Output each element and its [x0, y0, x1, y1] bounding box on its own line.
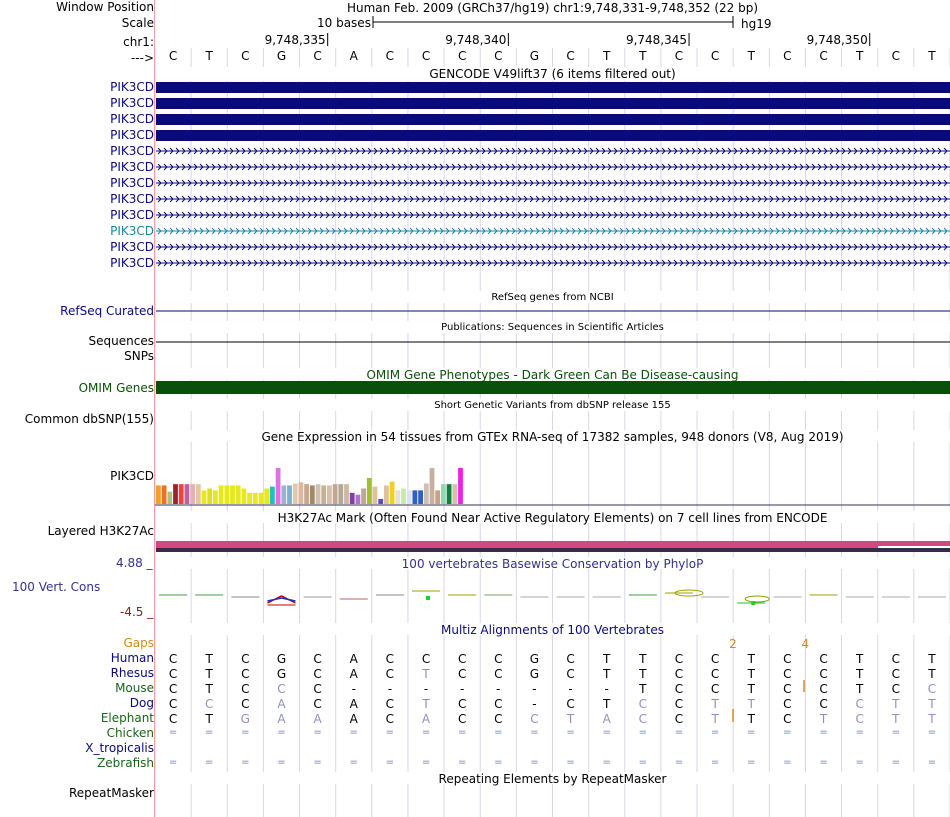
snps-label[interactable]: SNPs [124, 349, 154, 363]
gencode-item-label[interactable]: PIK3CD [110, 144, 154, 158]
species-base: T [928, 712, 936, 726]
publications-title[interactable]: Publications: Sequences in Scientific Articles [441, 322, 664, 333]
gtex-bar [264, 489, 269, 505]
species-base: C [891, 667, 900, 681]
species-base: = [891, 757, 900, 768]
species-base: T [205, 652, 213, 666]
species-base: G [529, 667, 540, 681]
species-base: - [496, 682, 501, 696]
species-base: G [240, 712, 250, 726]
gtex-bar [452, 484, 457, 504]
h3k27ac-label[interactable]: Layered H3K27Ac [47, 524, 154, 538]
base-letter: C [241, 49, 250, 63]
phylop-score-mark [745, 596, 769, 602]
h3k27ac-gap [878, 546, 950, 548]
dbsnp-label[interactable]: Common dbSNP(155) [24, 412, 154, 426]
gene-exon-block [156, 130, 950, 141]
species-base: C [168, 697, 178, 711]
species-base: C [168, 667, 178, 681]
gtex-bar [162, 485, 167, 504]
base-letter: T [928, 49, 936, 63]
gtex-bar [373, 487, 378, 504]
species-base: G [276, 667, 287, 681]
species-base: T [892, 697, 900, 711]
species-base: T [747, 667, 755, 681]
position-tick-label: 9,748,340 [445, 33, 507, 47]
gtex-bar [350, 493, 355, 504]
base-letter: T [639, 49, 647, 63]
species-base: C [241, 682, 250, 696]
species-base: = [855, 727, 864, 738]
species-label[interactable]: Elephant [100, 711, 154, 725]
gtex-bar [435, 490, 440, 504]
species-base: T [639, 667, 647, 681]
strand-label: ---> [130, 51, 154, 65]
gtex-bar [230, 485, 235, 504]
species-label[interactable]: Rhesus [110, 666, 154, 680]
species-base: C [783, 667, 792, 681]
species-base: C [457, 712, 467, 726]
species-base: - [423, 682, 429, 696]
scale-label: Scale [121, 16, 154, 30]
gencode-item-label[interactable]: PIK3CD [110, 112, 154, 126]
gtex-bar [236, 485, 241, 504]
base-letter: T [855, 49, 864, 63]
phylop-ymin: -4.5 _ [120, 605, 154, 619]
species-base: A [349, 667, 358, 681]
species-base: C [457, 697, 467, 711]
base-letter: T [205, 49, 213, 63]
species-base: T [639, 682, 647, 696]
species-base: A [602, 712, 611, 726]
gtex-bar [401, 489, 406, 505]
species-base: C [855, 697, 864, 711]
gtex-bar [156, 485, 161, 504]
gtex-bar [299, 482, 304, 504]
species-base: = [819, 727, 828, 738]
species-base: - [532, 682, 537, 696]
gene-exon-block [156, 114, 950, 125]
species-base: = [530, 727, 539, 738]
gtex-bar [413, 490, 418, 504]
gtex-bar [207, 489, 212, 505]
gtex-bar [247, 493, 252, 504]
base-letter: T [747, 49, 755, 63]
base-letter: C [385, 49, 395, 63]
phylop-ymax: 4.88 _ [116, 556, 153, 570]
gtex-bar [310, 485, 315, 504]
species-base: C [710, 667, 720, 681]
species-base: C [457, 667, 467, 681]
species-base: = [349, 757, 358, 768]
gtex-bar [293, 484, 298, 504]
species-base: T [639, 652, 647, 666]
species-base: C [494, 697, 503, 711]
species-base: = [891, 727, 900, 738]
species-base: = [747, 757, 756, 768]
window-position-label: Window Position [56, 0, 154, 14]
species-base: C [494, 712, 503, 726]
species-base: C [530, 712, 539, 726]
position-tick-label: 9,748,335 [264, 33, 326, 47]
base-letter: C [313, 49, 322, 63]
species-base: C [313, 652, 322, 666]
repeatmasker-title[interactable]: Repeating Elements by RepeatMasker [438, 772, 667, 786]
species-base: C [819, 697, 828, 711]
gtex-bar [458, 468, 463, 504]
species-base: T [566, 712, 575, 726]
species-base: G [529, 652, 540, 666]
species-base: C [241, 667, 250, 681]
gtex-label[interactable]: PIK3CD [110, 469, 154, 483]
chrom-label: chr1: [123, 35, 154, 49]
species-base: = [710, 727, 720, 738]
species-base: = [241, 757, 250, 768]
gtex-bar [276, 468, 281, 504]
gtex-bar [202, 490, 207, 504]
species-label[interactable]: Mouse [115, 681, 154, 695]
base-letter: C [819, 49, 828, 63]
species-base: C [638, 712, 648, 726]
gtex-bar [356, 495, 361, 504]
species-base: T [892, 712, 900, 726]
gtex-bar [167, 492, 172, 504]
species-base: = [674, 727, 684, 738]
species-base: T [928, 697, 936, 711]
gtex-bar [361, 489, 366, 505]
omim-block [156, 381, 950, 394]
species-base: T [855, 682, 864, 696]
species-base: C [783, 712, 792, 726]
species-base: C [891, 652, 900, 666]
species-base: T [928, 652, 936, 666]
species-label[interactable]: Dog [129, 696, 154, 710]
species-base: = [168, 757, 178, 768]
gtex-bar [196, 484, 201, 504]
species-base: C [710, 682, 720, 696]
gtex-bar [378, 499, 383, 504]
species-base: C [566, 652, 575, 666]
species-base: C [819, 667, 828, 681]
gtex-bar [173, 484, 178, 504]
gtex-bar [418, 490, 423, 504]
gtex-bar [316, 484, 321, 504]
gtex-bar [333, 484, 338, 504]
refseq-title[interactable]: RefSeq genes from NCBI [491, 292, 614, 303]
gtex-bar [185, 484, 190, 504]
species-base: A [421, 712, 431, 726]
species-base: = [421, 727, 431, 738]
species-base: = [494, 727, 503, 738]
species-base: = [927, 757, 937, 768]
species-base: T [205, 667, 213, 681]
refseq-label[interactable]: RefSeq Curated [60, 304, 154, 318]
species-base: C [855, 712, 864, 726]
gtex-bar [390, 482, 395, 504]
position-tick-label: 9,748,350 [806, 33, 868, 47]
species-base: T [747, 712, 755, 726]
gencode-item-label[interactable]: PIK3CD [110, 160, 154, 174]
gtex-title[interactable]: Gene Expression in 54 tissues from GTEx RNA-seq of 17382 samples, 948 donors (V8, Aug 2019) [261, 430, 844, 444]
species-base: T [422, 667, 430, 681]
species-label[interactable]: X_tropicalis [85, 741, 154, 755]
position-tick-label: 9,748,345 [625, 33, 688, 47]
species-base: C [277, 682, 286, 696]
species-base: = [385, 727, 395, 738]
species-base: C [674, 712, 684, 726]
species-base: C [638, 697, 648, 711]
species-base: = [313, 727, 322, 738]
species-base: C [313, 697, 322, 711]
species-base: C [674, 652, 684, 666]
gtex-bar [424, 484, 429, 504]
species-base: - [604, 682, 609, 696]
species-base: - [387, 682, 393, 696]
species-base: A [349, 697, 358, 711]
species-base: = [205, 727, 214, 738]
species-base: T [603, 652, 611, 666]
species-base: G [276, 652, 287, 666]
species-base: = [819, 757, 828, 768]
species-base: = [783, 757, 792, 768]
scale-text: 10 bases [317, 16, 371, 30]
species-base: = [313, 757, 322, 768]
gtex-bar [281, 485, 286, 504]
species-base: = [710, 757, 720, 768]
species-base: C [674, 667, 684, 681]
gtex-bar [213, 490, 218, 504]
gene-exon-block [156, 98, 950, 109]
species-base: T [603, 697, 611, 711]
species-base: C [168, 682, 178, 696]
species-base: T [205, 712, 213, 726]
omim-title[interactable]: OMIM Gene Phenotypes - Dark Green Can Be Disease-causing [366, 368, 739, 382]
base-letter: C [421, 49, 431, 63]
species-base: T [205, 682, 213, 696]
species-base: = [747, 727, 756, 738]
gtex-bar [395, 490, 400, 504]
species-base: = [241, 727, 250, 738]
species-base: = [277, 727, 286, 738]
base-letter: T [603, 49, 611, 63]
species-base: C [494, 667, 503, 681]
phylop-title[interactable]: 100 vertebrates Basewise Conservation by PhyloP [401, 557, 704, 571]
gtex-bar [253, 493, 258, 504]
gtex-bar [242, 489, 247, 505]
phylop-score-mark [751, 601, 755, 605]
species-base: = [168, 727, 178, 738]
species-base: A [349, 712, 358, 726]
species-base: T [747, 682, 755, 696]
species-base: A [313, 712, 322, 726]
species-label[interactable]: Zebrafish [97, 756, 154, 770]
base-letter: C [891, 49, 900, 63]
species-base: A [277, 712, 286, 726]
species-base: - [532, 697, 537, 711]
species-label[interactable]: Human [110, 651, 154, 665]
species-base: T [422, 697, 430, 711]
species-base: = [638, 757, 648, 768]
species-base: A [349, 652, 358, 666]
species-base: C [313, 682, 322, 696]
species-base: C [385, 697, 395, 711]
gtex-bar [430, 468, 435, 504]
gtex-bar [179, 484, 184, 504]
gencode-item-label[interactable]: PIK3CD [110, 80, 154, 94]
base-letter: G [529, 49, 540, 63]
base-letter: C [494, 49, 503, 63]
gaps-label[interactable]: Gaps [123, 636, 154, 650]
gtex-bar [384, 485, 389, 504]
species-base: C [819, 682, 828, 696]
species-base: = [421, 757, 431, 768]
gtex-bar [327, 485, 332, 504]
omim-label[interactable]: OMIM Genes [78, 381, 154, 395]
h3k27ac-signal [156, 541, 950, 548]
species-base: = [277, 757, 286, 768]
species-base: T [603, 667, 611, 681]
species-base: C [421, 652, 431, 666]
species-base: = [457, 757, 467, 768]
species-base: = [566, 727, 575, 738]
gene-exon-block [156, 82, 950, 93]
gtex-bar [224, 485, 229, 504]
species-base: T [711, 712, 719, 726]
species-base: = [855, 757, 864, 768]
species-base: C [494, 652, 503, 666]
scale-db: hg19 [741, 17, 772, 31]
species-base: C [457, 652, 467, 666]
species-base: A [277, 697, 286, 711]
species-base: C [566, 697, 575, 711]
multiz-title[interactable]: Multiz Alignments of 100 Vertebrates [440, 623, 665, 637]
base-letter: A [349, 49, 358, 63]
gencode-item-label[interactable]: PIK3CD [110, 192, 154, 206]
gtex-bar [287, 485, 292, 504]
species-base: = [205, 757, 214, 768]
window-position-text: Human Feb. 2009 (GRCh37/hg19) chr1:9,748,331-9,748,352 (22 bp) [346, 1, 759, 15]
gtex-bar [447, 484, 452, 504]
species-base: T [855, 667, 864, 681]
h3k27ac-title[interactable]: H3K27Ac Mark (Often Found Near Active Regulatory Elements) on 7 cell lines from ENCODE [277, 511, 828, 525]
gtex-bar [367, 478, 372, 504]
base-letter: G [276, 49, 287, 63]
species-base: T [819, 712, 828, 726]
species-base: - [459, 682, 465, 696]
species-base: = [385, 757, 395, 768]
species-base: = [927, 727, 937, 738]
species-base: C [566, 667, 575, 681]
species-base: C [385, 712, 395, 726]
base-letter: C [168, 49, 178, 63]
gtex-bar [441, 484, 446, 504]
species-base: = [674, 757, 684, 768]
species-base: = [638, 727, 648, 738]
base-letter: C [710, 49, 720, 63]
gtex-bar [219, 485, 224, 504]
species-base: C [819, 652, 828, 666]
species-base: C [241, 652, 250, 666]
base-letter: C [566, 49, 575, 63]
base-letter: C [457, 49, 467, 63]
species-base: C [385, 667, 395, 681]
species-base: = [494, 757, 503, 768]
species-base: T [928, 667, 936, 681]
gtex-bar [344, 484, 349, 504]
species-base: T [711, 697, 719, 711]
species-label[interactable]: Chicken [106, 726, 154, 740]
base-letter: C [674, 49, 684, 63]
gencode-item-label[interactable]: PIK3CD [110, 224, 154, 238]
species-base: C [710, 652, 720, 666]
phylop-peak [267, 598, 295, 601]
gap-count: 2 [729, 637, 737, 651]
gtex-bar [190, 484, 195, 504]
h3k27ac-signal-dark [156, 548, 950, 552]
gencode-title[interactable]: GENCODE V49lift37 (6 items filtered out) [429, 67, 676, 81]
species-base: = [457, 727, 467, 738]
species-base: T [747, 652, 755, 666]
gencode-item-label[interactable]: PIK3CD [110, 256, 154, 270]
species-base: C [241, 697, 250, 711]
phylop-label[interactable]: 100 Vert. Cons [12, 580, 101, 594]
species-base: T [747, 697, 755, 711]
gtex-bar [407, 490, 412, 504]
repeatmasker-label[interactable]: RepeatMasker [68, 786, 154, 800]
gtex-bar [321, 485, 326, 504]
species-base: C [313, 667, 322, 681]
species-base: C [168, 712, 178, 726]
species-base: C [205, 697, 214, 711]
species-base: = [530, 757, 539, 768]
phylop-score-mark [426, 596, 430, 600]
species-base: T [855, 652, 864, 666]
species-base: = [602, 727, 611, 738]
species-base: - [568, 682, 573, 696]
species-base: C [674, 682, 684, 696]
species-base: = [349, 727, 358, 738]
species-base: C [385, 652, 395, 666]
species-base: C [783, 697, 792, 711]
species-base: C [783, 652, 792, 666]
dbsnp-title[interactable]: Short Genetic Variants from dbSNP release 155 [434, 400, 671, 411]
species-base: C [674, 697, 684, 711]
gtex-bar [304, 484, 309, 504]
gtex-bar [270, 487, 275, 504]
gencode-item-label[interactable]: PIK3CD [110, 128, 154, 142]
gencode-item-label[interactable]: PIK3CD [110, 176, 154, 190]
base-letter: C [783, 49, 792, 63]
species-base: C [891, 682, 900, 696]
gtex-bar [259, 493, 264, 504]
gtex-bar [338, 484, 343, 504]
sequences-label[interactable]: Sequences [88, 334, 154, 348]
gap-count: 4 [801, 637, 810, 651]
species-base: C [168, 652, 178, 666]
gencode-item-label[interactable]: PIK3CD [110, 208, 154, 222]
gencode-item-label[interactable]: PIK3CD [110, 96, 154, 110]
species-base: = [566, 757, 575, 768]
gencode-item-label[interactable]: PIK3CD [110, 240, 154, 254]
species-base: = [783, 727, 792, 738]
species-base: C [927, 682, 937, 696]
species-base: C [783, 682, 792, 696]
species-base: = [602, 757, 611, 768]
species-base: - [351, 682, 356, 696]
